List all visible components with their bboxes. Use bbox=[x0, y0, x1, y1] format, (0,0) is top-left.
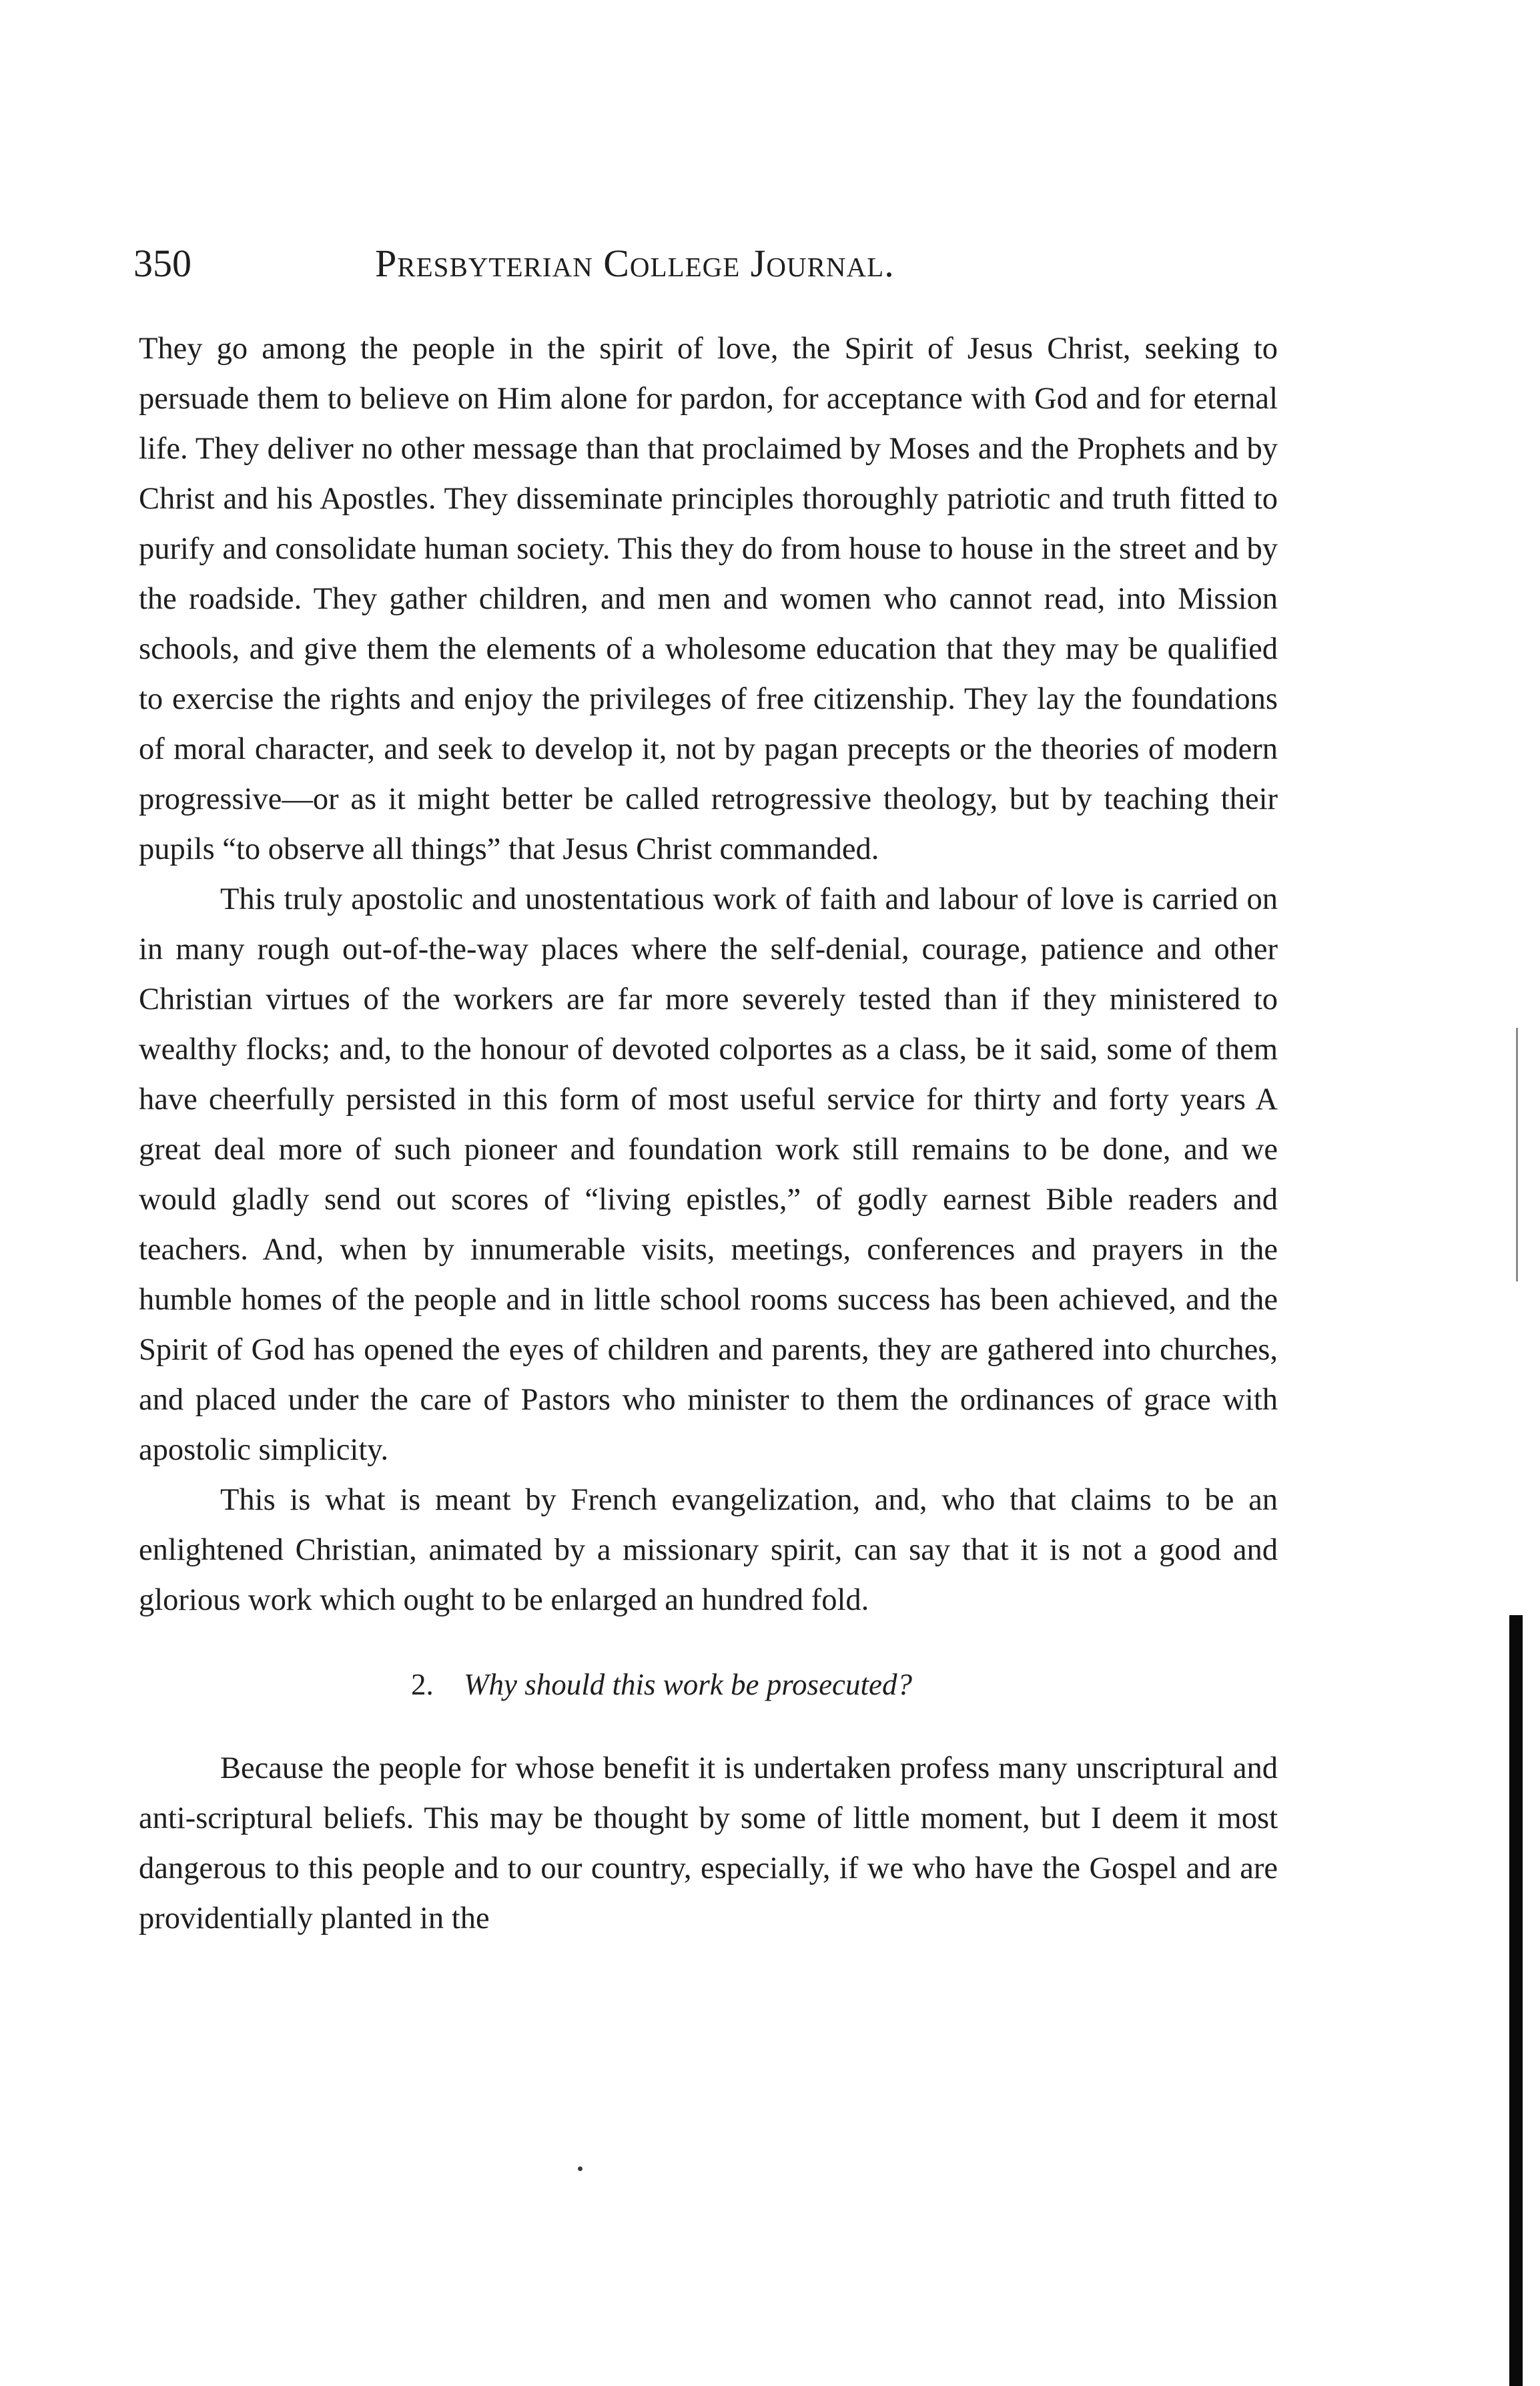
scan-speck bbox=[578, 2166, 583, 2171]
scan-margin-line bbox=[1516, 1028, 1518, 1281]
scan-edge-bar bbox=[1509, 1615, 1523, 2386]
paragraph-unscriptural-beliefs: Because the people for whose benefit it is undertaken profess many unscriptural and anti-scriptural beliefs. This may be thought by some of little moment, but I deem it most dangerous to this people and to our country, especially, if we who have the Gospel and are providentially planted in the bbox=[139, 1751, 1278, 1935]
paragraph-apostolic-work: This truly apostolic and unostentatious work of faith and labour of love is carried on in many rough out-of-the-way places where the self-denial, courage, patience and other Christian virtues of the workers are far more severely tested than if they ministered to wealthy flocks; and, to the honour of devoted colportes as a class, be it said, some of them have cheerfully persisted in this form of most useful service for thirty and forty years A great deal more of such pioneer and foundation work still remains to be done, and we would gladly send out scores of “living epistles,” of godly earnest Bible readers and teachers. And, when by innumerable visits, meetings, conferences and prayers in the humble homes of the people and in little school rooms success has been achieved, and the Spirit of God has opened the eyes of children and parents, they are gathered into churches, and placed under the care of Pastors who minister to them the ordinances of grace with apostolic simplicity. bbox=[139, 882, 1278, 1467]
running-head bbox=[133, 234, 1301, 294]
page-number: 350 bbox=[133, 242, 191, 285]
section-heading bbox=[139, 1660, 1278, 1710]
section-number: 2. bbox=[411, 1668, 434, 1701]
journal-title: Presbyterian College Journal. bbox=[375, 242, 895, 285]
paragraph-french-evangelization: This is what is meant by French evangelization, and, who that claims to be an enlightened Christian, animated by a missionary spirit, can say that it is not a good and glorious work which ought to be enlarged an hundred fold. bbox=[139, 1483, 1278, 1617]
paragraph-continued: They go among the people in the spirit of love, the Spirit of Jesus Christ, seeking to persuade them to believe on Him alone for pardon, for acceptance with God and for eternal life. They deliver no other message than that proclaimed by Moses and the Prophets and by Christ and his Apostles. They disseminate principles thoroughly patriotic and truth fitted to purify and consolidate human society. This they do from house to house in the street and by the roadside. They gather children, and men and women who cannot read, into Mission schools, and give them the elements of a wholesome education that they may be qualified to exercise the rights and enjoy the privileges of free citizenship. They lay the foundations of moral character, and seek to develop it, not by pagan precepts or the theories of modern progressive—or as it might better be called retrogressive theology, but by teaching their pupils “to observe all things” that Jesus Christ commanded. bbox=[139, 332, 1278, 866]
body-text bbox=[139, 324, 1278, 1944]
section-title: Why should this work be prosecuted? bbox=[464, 1668, 912, 1701]
